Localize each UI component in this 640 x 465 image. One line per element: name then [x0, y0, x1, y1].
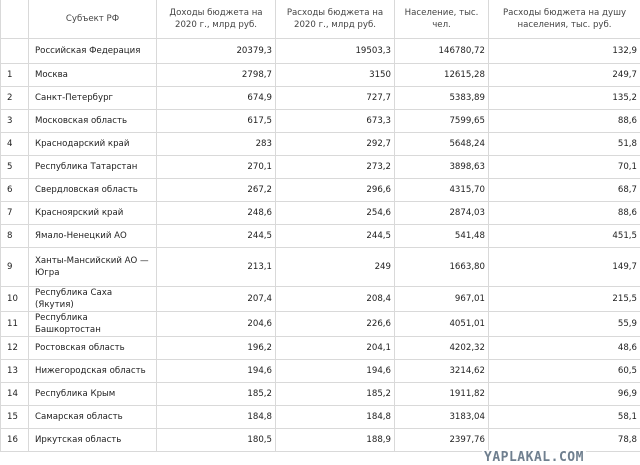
cell-per-capita: 68,7 [489, 179, 640, 202]
cell-income: 2798,7 [157, 64, 276, 87]
cell-per-capita: 149,7 [489, 248, 640, 287]
table-row [1, 225, 640, 248]
table-row [1, 39, 640, 64]
cell-subject: Санкт-Петербург [29, 87, 157, 110]
cell-per-capita: 132,9 [489, 39, 640, 64]
cell-subject: Самарская область [29, 406, 157, 429]
table-row [1, 64, 640, 87]
table-row [1, 156, 640, 179]
header-row [1, 0, 640, 39]
cell-num: 8 [1, 225, 29, 248]
cell-population: 5648,24 [395, 133, 489, 156]
cell-num: 2 [1, 87, 29, 110]
cell-population: 3183,04 [395, 406, 489, 429]
cell-income: 267,2 [157, 179, 276, 202]
cell-income: 20379,3 [157, 39, 276, 64]
cell-income: 283 [157, 133, 276, 156]
table-row [1, 133, 640, 156]
cell-per-capita: 88,6 [489, 110, 640, 133]
cell-expense: 226,6 [276, 312, 395, 337]
cell-num: 11 [1, 312, 29, 337]
cell-per-capita: 70,1 [489, 156, 640, 179]
cell-num: 14 [1, 383, 29, 406]
cell-num: 9 [1, 248, 29, 287]
header-per-capita: Расходы бюджета на душу населения, тыс. руб. [489, 0, 640, 39]
cell-population: 146780,72 [395, 39, 489, 64]
cell-population: 3898,63 [395, 156, 489, 179]
cell-population: 5383,89 [395, 87, 489, 110]
header-subject: Субъект РФ [29, 0, 157, 39]
cell-population: 2874,03 [395, 202, 489, 225]
cell-num: 5 [1, 156, 29, 179]
cell-expense: 194,6 [276, 360, 395, 383]
cell-subject: Иркутская область [29, 429, 157, 452]
cell-subject: Московская область [29, 110, 157, 133]
cell-subject: Республика Крым [29, 383, 157, 406]
cell-expense: 727,7 [276, 87, 395, 110]
cell-expense: 19503,3 [276, 39, 395, 64]
cell-subject: Республика Татарстан [29, 156, 157, 179]
cell-income: 617,5 [157, 110, 276, 133]
header-expense: Расходы бюджета на 2020 г., млрд руб. [276, 0, 395, 39]
cell-population: 2397,76 [395, 429, 489, 452]
cell-income: 180,5 [157, 429, 276, 452]
cell-income: 194,6 [157, 360, 276, 383]
cell-per-capita: 51,8 [489, 133, 640, 156]
cell-per-capita: 215,5 [489, 287, 640, 312]
cell-income: 270,1 [157, 156, 276, 179]
cell-expense: 244,5 [276, 225, 395, 248]
cell-expense: 184,8 [276, 406, 395, 429]
cell-per-capita: 96,9 [489, 383, 640, 406]
cell-expense: 273,2 [276, 156, 395, 179]
cell-income: 674,9 [157, 87, 276, 110]
cell-num: 1 [1, 64, 29, 87]
cell-population: 541,48 [395, 225, 489, 248]
cell-expense: 188,9 [276, 429, 395, 452]
watermark: YAPLAKAL.COM [482, 450, 586, 465]
table-row [1, 360, 640, 383]
cell-expense: 254,6 [276, 202, 395, 225]
cell-per-capita: 135,2 [489, 87, 640, 110]
table-row [1, 179, 640, 202]
cell-expense: 673,3 [276, 110, 395, 133]
cell-num: 15 [1, 406, 29, 429]
cell-income: 185,2 [157, 383, 276, 406]
cell-num: 13 [1, 360, 29, 383]
cell-subject: Республика Саха (Якутия) [29, 287, 157, 312]
cell-num: 12 [1, 337, 29, 360]
cell-income: 213,1 [157, 248, 276, 287]
cell-income: 244,5 [157, 225, 276, 248]
cell-per-capita: 88,6 [489, 202, 640, 225]
cell-income: 204,6 [157, 312, 276, 337]
cell-expense: 296,6 [276, 179, 395, 202]
cell-income: 196,2 [157, 337, 276, 360]
cell-population: 1911,82 [395, 383, 489, 406]
cell-per-capita: 60,5 [489, 360, 640, 383]
cell-population: 3214,62 [395, 360, 489, 383]
cell-subject: Республика Башкортостан [29, 312, 157, 337]
table-row [1, 383, 640, 406]
header-population: Население, тыс. чел. [395, 0, 489, 39]
cell-per-capita: 55,9 [489, 312, 640, 337]
cell-income: 248,6 [157, 202, 276, 225]
table-row [1, 202, 640, 225]
cell-per-capita: 249,7 [489, 64, 640, 87]
cell-subject: Российская Федерация [29, 39, 157, 64]
cell-subject: Краснодарский край [29, 133, 157, 156]
cell-per-capita: 78,8 [489, 429, 640, 452]
cell-subject: Ямало-Ненецкий АО [29, 225, 157, 248]
cell-num: 7 [1, 202, 29, 225]
table-row [1, 406, 640, 429]
cell-per-capita: 48,6 [489, 337, 640, 360]
cell-income: 184,8 [157, 406, 276, 429]
cell-subject: Ростовская область [29, 337, 157, 360]
cell-num: 10 [1, 287, 29, 312]
cell-population: 4315,70 [395, 179, 489, 202]
cell-subject: Красноярский край [29, 202, 157, 225]
cell-subject: Москва [29, 64, 157, 87]
cell-num [1, 39, 29, 64]
table-body [1, 39, 640, 452]
cell-subject: Ханты-Мансийский АО — Югра [29, 248, 157, 287]
cell-expense: 185,2 [276, 383, 395, 406]
cell-population: 7599,65 [395, 110, 489, 133]
cell-population: 4202,32 [395, 337, 489, 360]
cell-expense: 204,1 [276, 337, 395, 360]
cell-population: 4051,01 [395, 312, 489, 337]
header-num [1, 0, 29, 39]
table-row [1, 248, 640, 287]
cell-expense: 292,7 [276, 133, 395, 156]
table-row [1, 110, 640, 133]
table-row [1, 337, 640, 360]
cell-num: 4 [1, 133, 29, 156]
cell-num: 3 [1, 110, 29, 133]
cell-per-capita: 451,5 [489, 225, 640, 248]
cell-per-capita: 58,1 [489, 406, 640, 429]
cell-expense: 3150 [276, 64, 395, 87]
cell-income: 207,4 [157, 287, 276, 312]
cell-population: 967,01 [395, 287, 489, 312]
cell-expense: 208,4 [276, 287, 395, 312]
table-row [1, 312, 640, 337]
cell-population: 1663,80 [395, 248, 489, 287]
table-row [1, 87, 640, 110]
cell-num: 6 [1, 179, 29, 202]
table-row [1, 429, 640, 452]
header-income: Доходы бюджета на 2020 г., млрд руб. [157, 0, 276, 39]
cell-subject: Свердловская область [29, 179, 157, 202]
cell-num: 16 [1, 429, 29, 452]
table-row [1, 287, 640, 312]
cell-expense: 249 [276, 248, 395, 287]
cell-population: 12615,28 [395, 64, 489, 87]
cell-subject: Нижегородская область [29, 360, 157, 383]
